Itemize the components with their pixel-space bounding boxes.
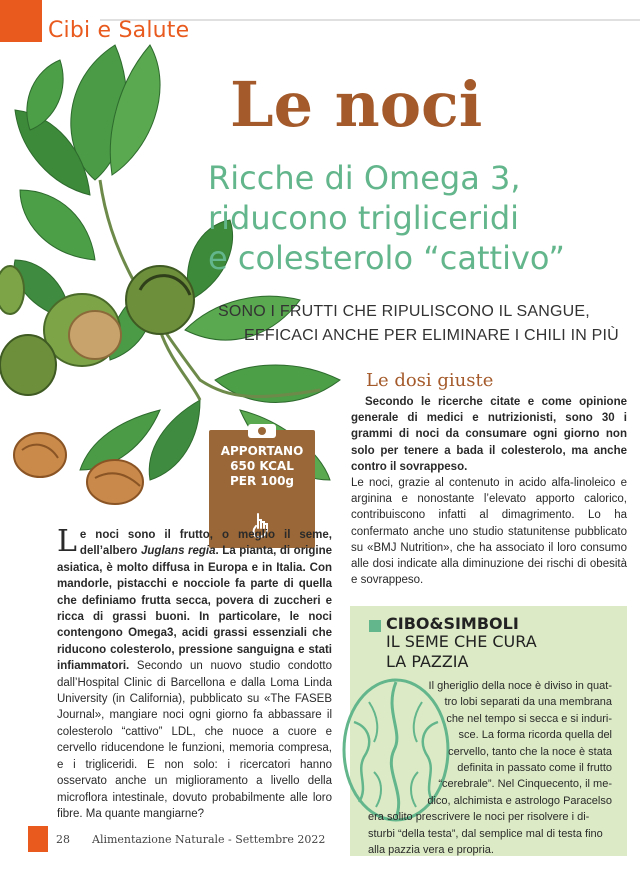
green-square-icon <box>369 620 381 632</box>
kicker-line: EFFICACI ANCHE PER ELIMINARE I CHILI IN PIÙ <box>244 327 619 344</box>
doses-lead: Secondo le ricerche citate e come opinione generale di medici e nutrizionisti, sono 30 i grammi di noci da consumare ogni giorno non solo per tenere a bada il colesterolo, ma anche contro il sovrappeso. <box>351 396 627 473</box>
badge-line: APPORTANO <box>220 444 304 458</box>
sidebar-text-line: era solito prescrivere le noci per risolvere i di- <box>368 811 590 824</box>
sidebar-title: CIBO&SIMBOLI <box>386 614 519 633</box>
page-number: 28 <box>56 833 70 846</box>
kicker-line: SONO I FRUTTI CHE RIPULISCONO IL SANGUE, <box>218 303 590 320</box>
doses-text <box>351 394 627 588</box>
sidebar-text <box>350 678 612 858</box>
sidebar-text-line: alla pazzia vera e propria. <box>368 844 494 857</box>
badge-line: PER 100g <box>229 474 295 488</box>
article-kicker <box>218 300 619 348</box>
sidebar-text-line: sce. La forma ricorda quella del <box>458 729 612 742</box>
main-article-text <box>57 524 333 822</box>
scale-icon <box>247 422 277 440</box>
sidebar-text-line: Il gheriglio della noce è diviso in quat- <box>428 680 612 692</box>
article-title: Le noci <box>230 68 483 141</box>
leaf <box>20 190 95 260</box>
subtitle-line: Ricche di Omega 3, <box>208 159 521 197</box>
article-body: Secondo un nuovo studio condotto dall’Hospital Clinic di Barcellona e dalla Loma Linda University (in California), pubblicato su «The FASEB Journal», mangiare noci ogni giorno fa abbassare il colesterolo “cattivo” LDL, che nuoce a cuore e cervello riducendone le funzioni, memoria compresa, e i trigliceridi. E non solo: i ricercatori hanno osservato anche un miglioramento a livello della microflora intestinale, dovuto probabilmente alle loro fibre. Ma quante mangiarne? <box>57 660 332 820</box>
sidebar-text-line: cervello, tanto che la noce è stata <box>448 745 612 758</box>
doses-body: Le noci, grazie al contenuto in acido alfa-linoleico e arginina e nonostante l’elevato apporto calorico, contribuiscono infatti al dimagrimento. Lo ha confermato anche uno studio statunitense pubblicato su «BMJ Nutrition», che ha associato il loro consumo alle dosi indicate alla diminuzione dei rischi di obesità e sovrappeso. <box>351 477 627 587</box>
sidebar-subtitle-line: IL SEME CHE CURA <box>386 632 537 651</box>
magazine-issue: Alimentazione Naturale - Settembre 2022 <box>92 833 326 846</box>
doses-title: Le dosi giuste <box>366 370 494 391</box>
leaf <box>27 60 63 130</box>
badge-line: 650 KCAL <box>230 459 294 473</box>
sidebar-text-line: tro lobi separati da una membrana <box>444 696 612 709</box>
sidebar-subtitle-line: LA PAZZIA <box>386 652 469 671</box>
footer-tab <box>28 826 48 852</box>
sidebar-text-line: dico, alchimista e astrologo Paracelso <box>427 794 612 807</box>
sidebar-text-line: che nel tempo si secca e si induri- <box>446 712 612 725</box>
sidebar-text-line: “cerebrale”. Nel Cinquecento, il me- <box>438 778 612 791</box>
sidebar-text-line: definita in passato come il frutto <box>457 762 612 775</box>
subtitle-line: e colesterolo “cattivo” <box>208 239 565 277</box>
drop-cap: L <box>57 524 77 559</box>
sidebar-text-line: sturbi “della testa”, dal semplice mal di testa fino <box>368 827 603 840</box>
sidebar-subtitle <box>386 632 537 672</box>
article-subtitle <box>208 158 628 278</box>
sidebar-box <box>350 606 627 856</box>
species-name: Juglans regia <box>141 545 216 558</box>
section-title: Cibi e Salute <box>48 18 190 43</box>
subtitle-line: riducono trigliceridi <box>208 199 520 237</box>
article-intro-bold: e noci sono il frutto, o meglio il seme, dell’albero Juglans regia. La pianta, di origine asiatica, è molto diffusa in Europa e in Italia. Con mandorle, pistacchi e nocciole fa parte di quella che definiamo frutta secca, povera di zuccheri e ricca di grassi buoni. In particolare, le noci contengono Omega3, acidi grassi essenziali che riducono colesterolo, pressione sanguigna e stati infiammatori. <box>57 529 333 673</box>
